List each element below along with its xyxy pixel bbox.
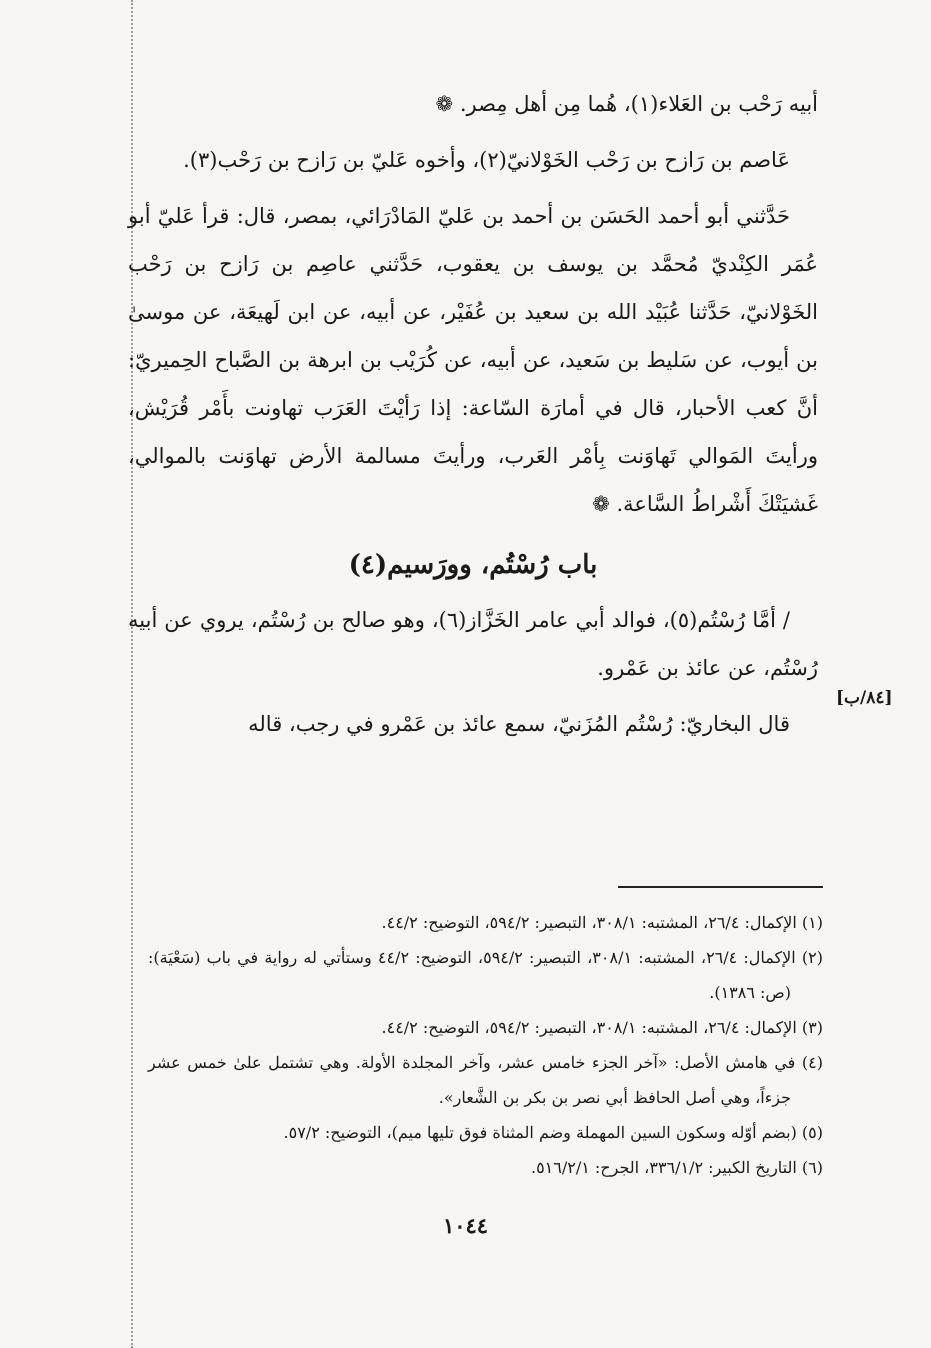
footnote-4: (٤) في هامش الأصل: «آخر الجزء خامس عشر، وآخر المجلدة الأولة. وهي تشتمل علىٰ خمس عشر جزءاً، وهي أصل الحافظ أبي نصر بن بكر بن الشَّعار».: [148, 1053, 824, 1107]
paragraph-1: أبيه رَحْب بن العَلاء(١)، هُما مِن أهل مِصر. ❁: [435, 92, 818, 116]
paragraph-3: حَدَّثني أبو أحمد الحَسَن بن أحمد بن عَليّ المَادْرَائي، بمصر، قال: قرأ عَليّ أبو عُمَر الكِنْديّ مُحمَّد بن يوسف بن يعقوب، حَدَّثني عاصِم بن رَازح بن رَحْب الخَوْلانيّ، حَدَّثنا عُبَيْد الله بن سعيد بن عُفَيْر، عن أبيه، عن ابن لَهيعَة، عن موسىٰ بن أيوب، عن سَليط بن سَعيد، عن أبيه، عن كُرَيْب بن ابرهة بن الصَّباح الحِميريّ: أنَّ كعب الأحبار، قال في أمارَة السّاعة: إذا رَأيْتَ العَرَب تهاونت بأَمْر قُرَيْش، ورأيتَ المَوالي تَهاوَنت بِأمْر العَرب، ورأيتَ مسالمة الأرض تهاوَنت بالموالي، غَشيَتْكَ أَشْراطُ السَّاعة. ❁: [128, 204, 818, 516]
footnote-3: (٣) الإكمال: ٢٦/٤، المشتبه: ٣٠٨/١، التبصير: ٥٩٤/٢، التوضيح: ٤٤/٢.: [381, 1018, 823, 1037]
footnote-5: (٥) (بضم أوّله وسكون السين المهملة وضم المثناة فوق تليها ميم)، التوضيح: ٥٧/٢.: [283, 1123, 823, 1142]
section-heading: باب رُسْتُم، وورَسيم(٤): [348, 550, 598, 580]
footnote-separator: [618, 886, 823, 888]
paragraph-2: عَاصم بن رَازح بن رَحْب الخَوْلانيّ(٢)، وأخوه عَليّ بن رَازح بن رَحْب(٣).: [183, 148, 790, 172]
footnote-1: (١) الإكمال: ٢٦/٤، المشتبه: ٣٠٨/١، التبصير: ٥٩٤/٢، التوضيح: ٤٤/٢.: [381, 913, 823, 932]
page-body: [128, 80, 818, 756]
footnotes: [148, 905, 823, 1185]
page-number: ١٠٤٤: [442, 1213, 489, 1238]
paragraph-4: / أمَّا رُسْتُم(٥)، فوالد أبي عامر الخَزَّاز(٦)، وهو صالح بن رُسْتُم، يروي عن أبيه رُسْتُم، عن عائذ بن عَمْرو.: [128, 608, 818, 680]
footnote-2: (٢) الإكمال: ٢٦/٤، المشتبه: ٣٠٨/١، التبصير: ٥٩٤/٢، التوضيح: ٤٤/٢ وستأتي له رواية في باب (سَعْيَة): (ص: ١٣٨٦).: [148, 948, 824, 1002]
manuscript-folio-reference: [٨٤/ب]: [836, 688, 893, 708]
paragraph-5: قال البخاريّ: رُسْتُم المُزَنيّ، سمع عائذ بن عَمْرو في رجب، قاله: [248, 712, 790, 736]
footnote-6: (٦) التاريخ الكبير: ٣٣٦/١/٢، الجرح: ٥١٦/٢/١.: [530, 1158, 823, 1177]
